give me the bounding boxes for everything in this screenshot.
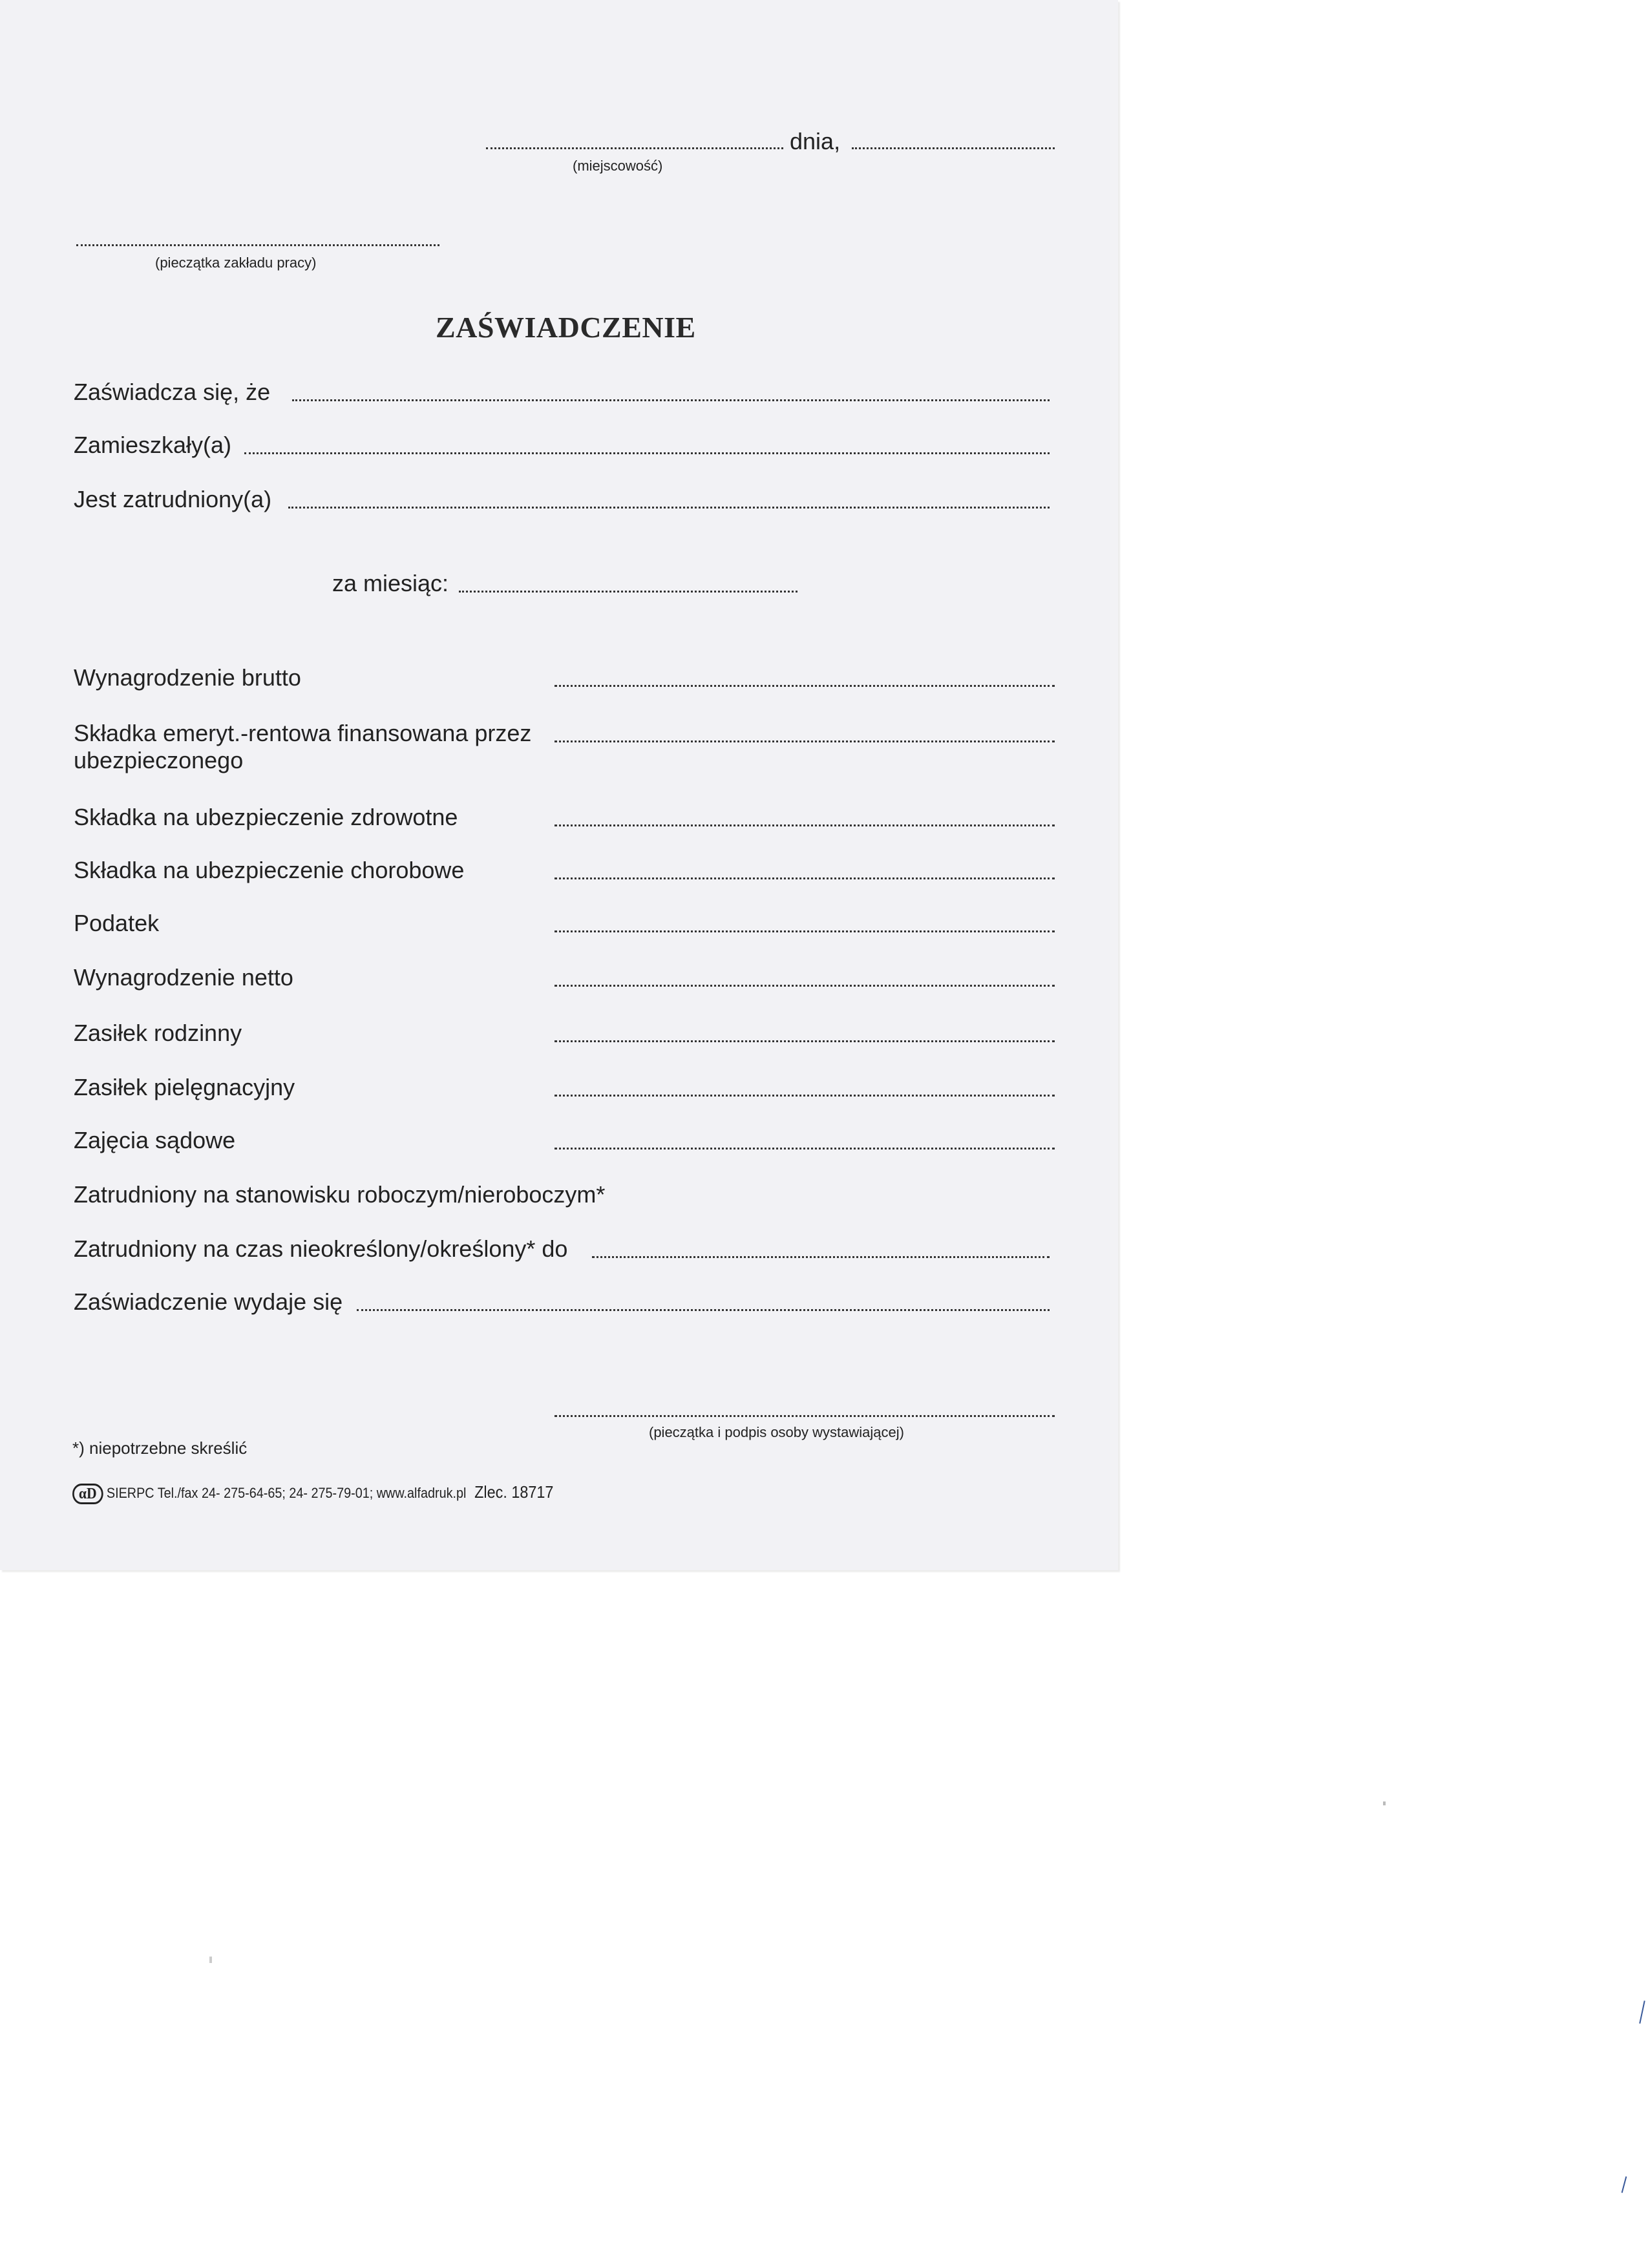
item-line-chorobowe[interactable] <box>555 877 1055 879</box>
item-label-zajecia: Zajęcia sądowe <box>74 1127 236 1153</box>
signature-caption: (pieczątka i podpis osoby wystawiającej) <box>649 1424 904 1440</box>
field-zatrudniony-label: Jest zatrudniony(a) <box>74 486 272 512</box>
item-label-rodzinny: Zasiłek rodzinny <box>74 1020 242 1046</box>
stamp-dotline[interactable] <box>76 244 439 246</box>
field-za-miesiac-label: za miesiąc: <box>332 570 449 596</box>
scan-speck <box>1383 1801 1386 1805</box>
signature-dotline[interactable] <box>555 1415 1055 1417</box>
employment-czas-line[interactable] <box>592 1256 1050 1258</box>
printer-info <box>72 1482 553 1504</box>
field-zaswiadcza-line[interactable] <box>292 399 1050 401</box>
item-line-emeryt[interactable] <box>555 740 1055 742</box>
item-line-netto[interactable] <box>555 985 1055 987</box>
item-label-podatek: Podatek <box>74 910 160 936</box>
item-label-emeryt: Składka emeryt.-rentowa finansowana przez <box>74 720 532 746</box>
order-number: Zlec. 18717 <box>474 1482 554 1502</box>
date-dotline[interactable] <box>852 147 1055 149</box>
item-line-brutto[interactable] <box>555 685 1055 687</box>
item-line-zajecia[interactable] <box>555 1148 1055 1150</box>
scan-speck <box>1622 2176 1627 2193</box>
field-za-miesiac-line[interactable] <box>459 591 798 593</box>
item-line-rodzinny[interactable] <box>555 1040 1055 1042</box>
alfadruk-logo: αD <box>72 1484 103 1504</box>
place-caption: (miejscowość) <box>573 158 663 174</box>
field-zatrudniony-line[interactable] <box>288 507 1050 509</box>
item-line-zdrowotne[interactable] <box>555 824 1055 826</box>
item-label-zdrowotne: Składka na ubezpieczenie zdrowotne <box>74 804 458 830</box>
item-label-ubezpieczonego: ubezpieczonego <box>74 747 244 773</box>
place-dotline[interactable] <box>486 147 783 149</box>
field-zamieszkaly-label: Zamieszkały(a) <box>74 432 232 458</box>
form-sheet <box>0 0 1118 1570</box>
scan-speck <box>1639 2000 1645 2024</box>
item-label-netto: Wynagrodzenie netto <box>74 964 293 991</box>
item-line-pielegnacyjny[interactable] <box>555 1095 1055 1097</box>
field-zaswiadcza-label: Zaświadcza się, że <box>74 379 271 405</box>
employment-czas-label: Zatrudniony na czas nieokreślony/określony* do <box>74 1235 568 1262</box>
item-label-brutto: Wynagrodzenie brutto <box>74 664 301 691</box>
item-line-podatek[interactable] <box>555 930 1055 932</box>
item-label-pielegnacyjny: Zasiłek pielęgnacyjny <box>74 1074 295 1100</box>
employment-wydaje-label: Zaświadczenie wydaje się <box>74 1288 343 1315</box>
employment-wydaje-line[interactable] <box>357 1309 1050 1311</box>
document-title: ZAŚWIADCZENIE <box>436 311 696 344</box>
scan-speck <box>209 1957 212 1963</box>
footnote: *) niepotrzebne skreślić <box>72 1438 248 1458</box>
dnia-label: dnia, <box>790 128 841 154</box>
item-label-chorobowe: Składka na ubezpieczenie chorobowe <box>74 857 465 883</box>
field-zamieszkaly-line[interactable] <box>244 452 1050 454</box>
employment-stanowisko: Zatrudniony na stanowisku roboczym/nieroboczym* <box>74 1181 606 1208</box>
printer-contact: SIERPC Tel./fax 24- 275-64-65; 24- 275-79-01; www.alfadruk.pl <box>106 1485 467 1501</box>
stamp-caption: (pieczątka zakładu pracy) <box>155 255 317 271</box>
